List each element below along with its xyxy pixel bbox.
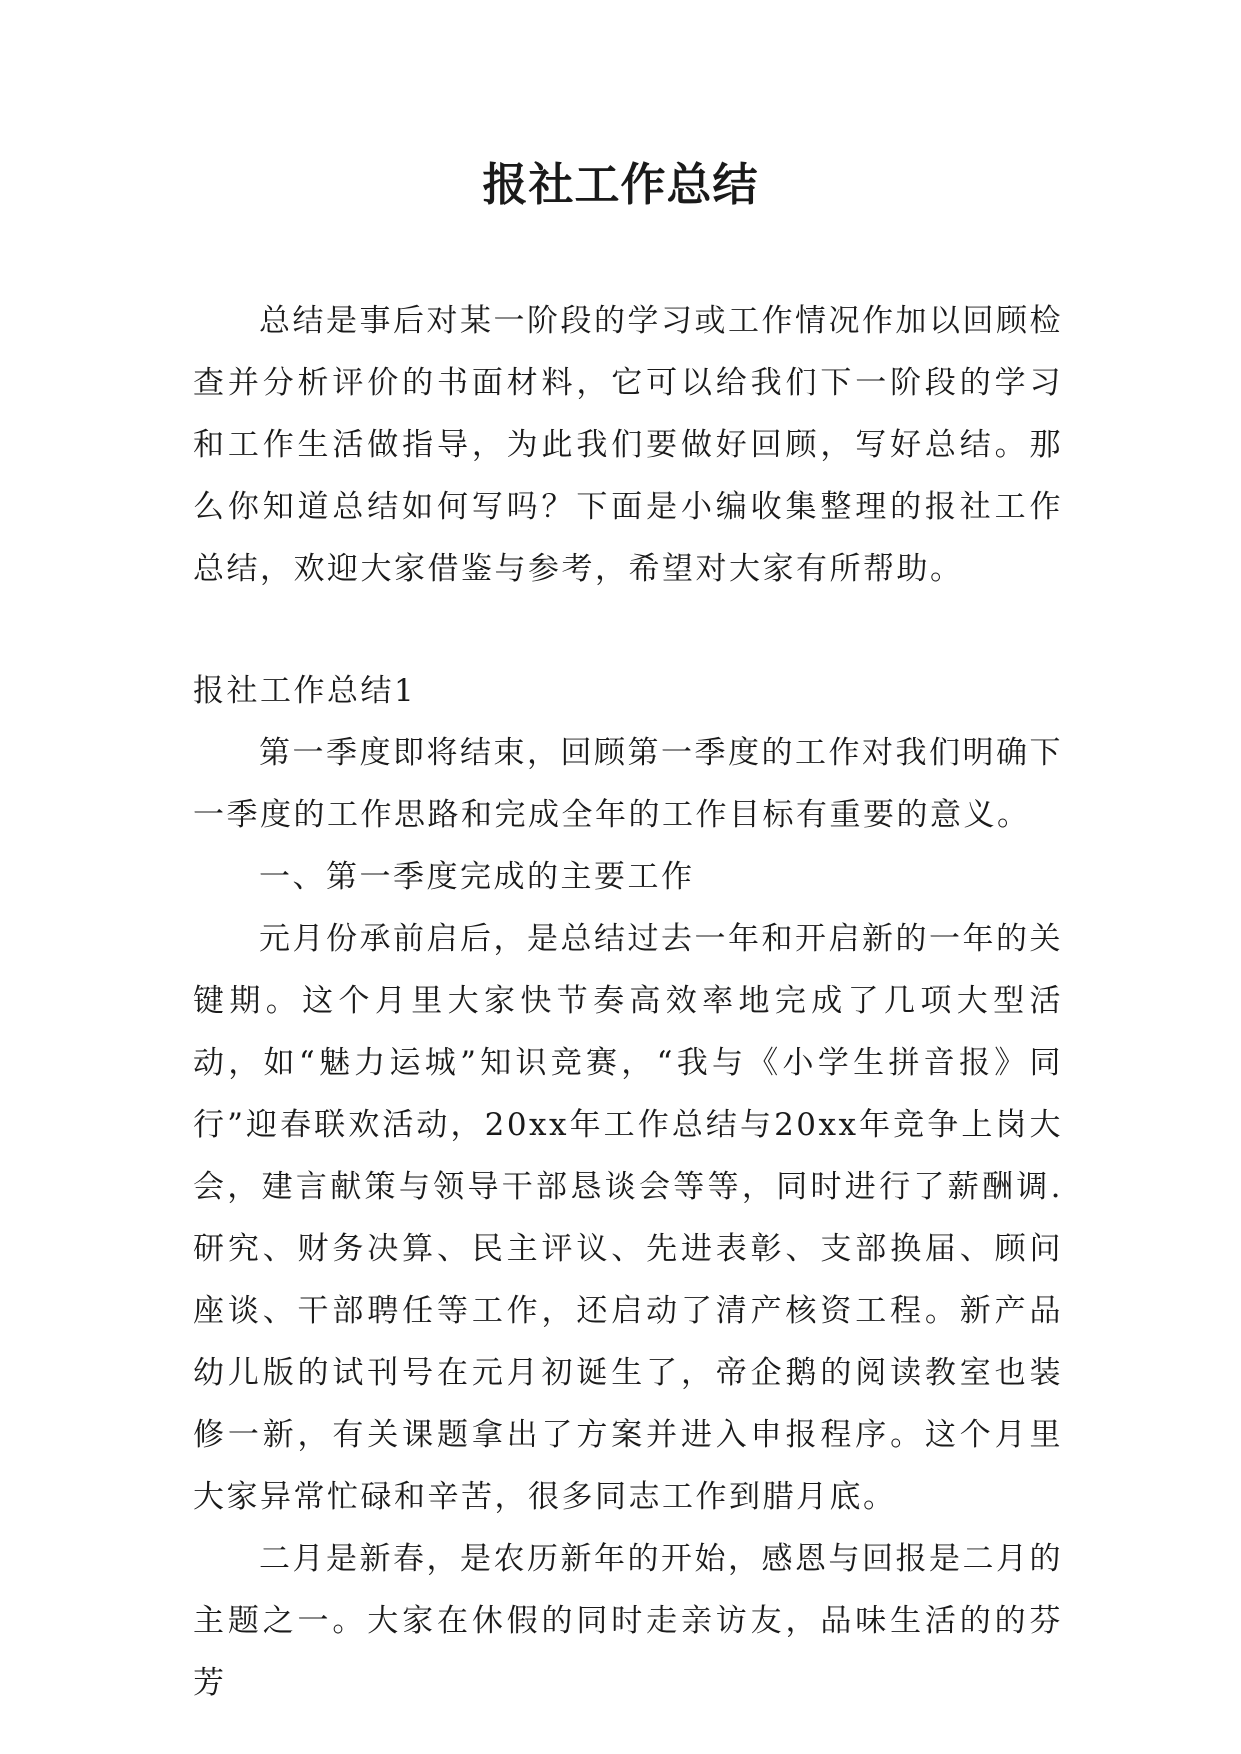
subsection-heading: 一、第一季度完成的主要工作: [259, 859, 695, 895]
body-paragraph: 元月份承前启后，是总结过去一年和开启新的一年的关键期。这个月里大家快节奏高效率地完成了几项大型活动，如“魅力运城”知识竞赛，“我与《小学生拼音报》同行”迎春联欢活动，20xx年工作总结与20xx年竞争上岗大会，建言献策与领导干部恳谈会等等，同时进行了薪酬调.研究、财务决算、民主评议、先进表彰、支部换届、顾问座谈、干部聘任等工作，还启动了清产核资工程。新产品幼儿版的试刊号在元月初诞生了，帝企鹅的阅读教室也装修一新，有关课题拿出了方案并进入申报程序。这个月里大家异常忙碌和辛苦，很多同志工作到腊月底。: [193, 921, 1063, 1515]
section-heading: 报社工作总结1: [193, 673, 417, 709]
body-paragraph: 二月是新春，是农历新年的开始，感恩与回报是二月的主题之一。大家在休假的同时走亲访友，品味生活的的芬芳: [193, 1541, 1063, 1701]
body-paragraph: 第一季度即将结束，回顾第一季度的工作对我们明确下一季度的工作思路和完成全年的工作目标有重要的意义。: [193, 735, 1063, 833]
document-title: 报社工作总结: [482, 158, 759, 211]
intro-paragraph: 总结是事后对某一阶段的学习或工作情况作加以回顾检查并分析评价的书面材料，它可以给我们下一阶段的学习和工作生活做指导，为此我们要做好回顾，写好总结。那么你知道总结如何写吗？下面是小编收集整理的报社工作总结，欢迎大家借鉴与参考，希望对大家有所帮助。: [193, 303, 1063, 587]
document-body: [193, 290, 1063, 1714]
